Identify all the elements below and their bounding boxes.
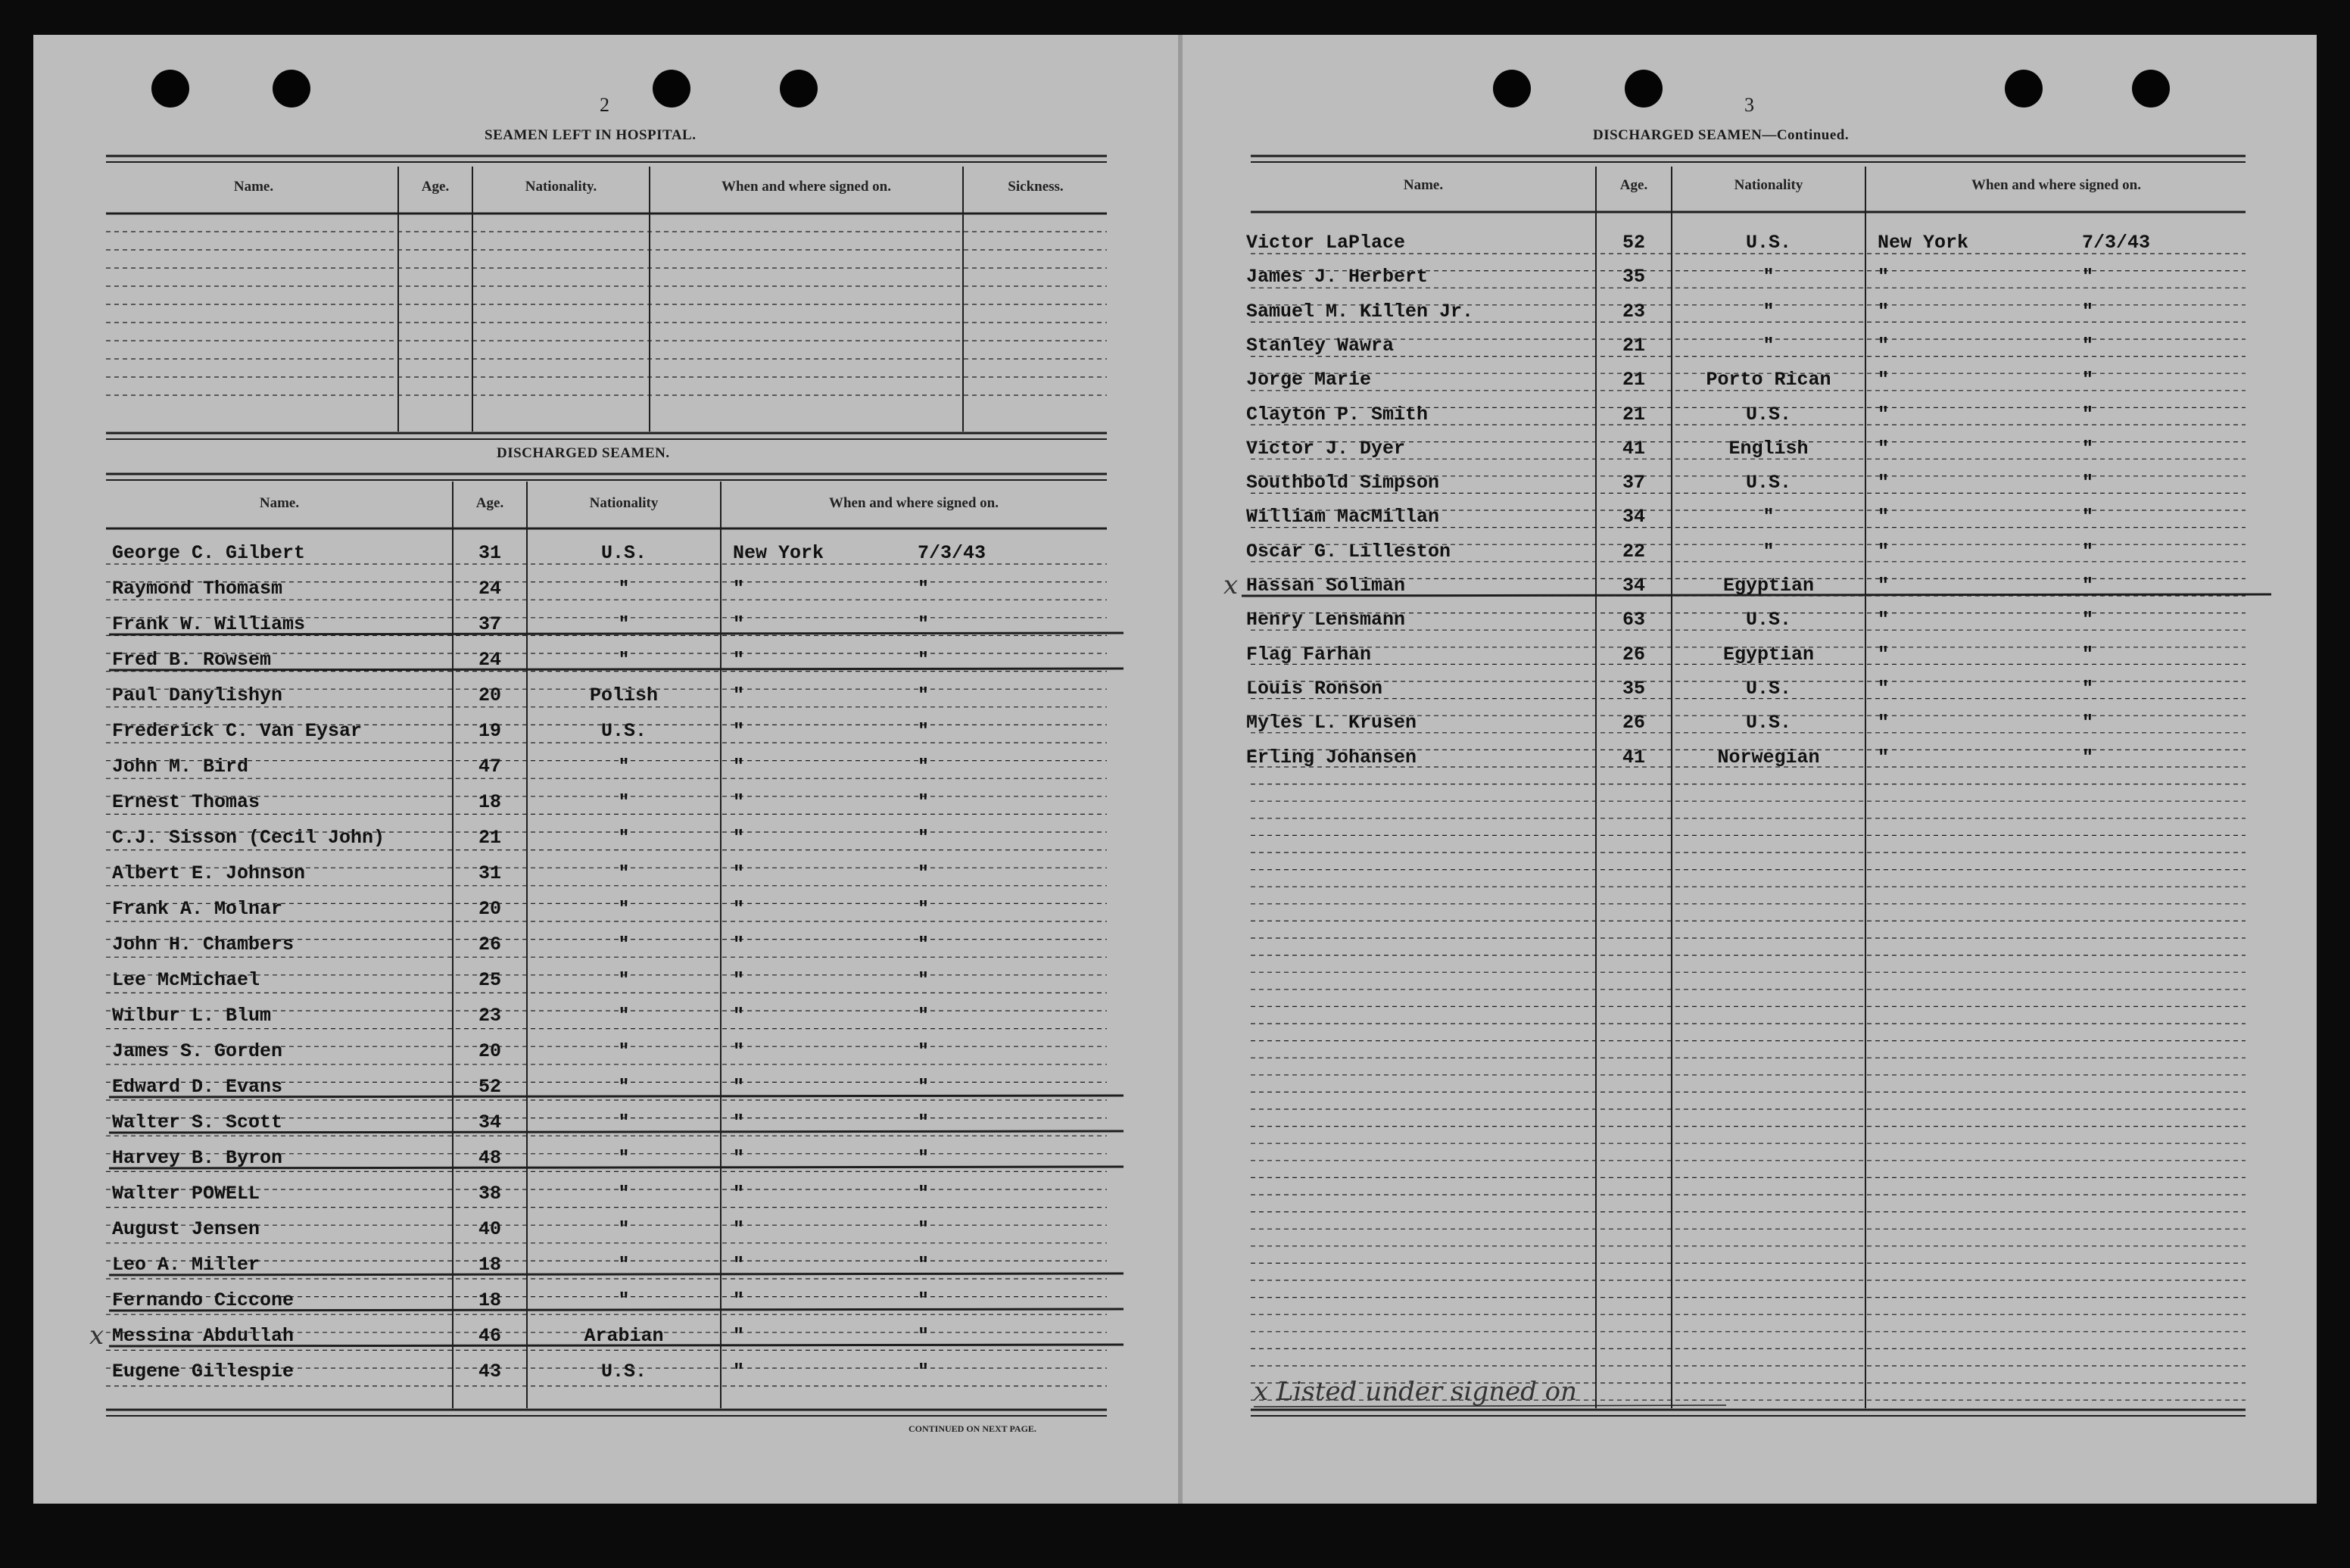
hospital-section-title: SEAMEN LEFT IN HOSPITAL. — [485, 127, 697, 143]
right-seaman-nationality: Norwegian — [1717, 746, 1820, 768]
left-seaman-name: Albert E. Johnson — [112, 862, 306, 884]
right-header-signed-on: When and where signed on. — [1971, 177, 2141, 193]
left-signed-date: 7/3/43 — [918, 542, 986, 564]
x-mark: x — [89, 1320, 104, 1351]
x-mark: x — [1223, 570, 1239, 600]
left-signed-place: " — [733, 649, 745, 671]
right-seaman-nationality: U.S. — [1745, 403, 1791, 426]
right-signed-place: " — [1878, 300, 1890, 323]
left-seaman-name: Eugene Gillespie — [112, 1361, 295, 1383]
left-signed-place: " — [733, 1289, 745, 1311]
right-signed-date: 7/3/43 — [2082, 232, 2151, 254]
left-seaman-nationality: " — [618, 1076, 630, 1098]
left-signed-date: " — [918, 1183, 930, 1205]
left-signed-place: " — [733, 684, 745, 706]
continued-section-title: DISCHARGED SEAMEN—Continued. — [1593, 127, 1850, 143]
hospital-header-name: Name. — [233, 179, 274, 195]
right-seaman-name: Henry Lensmann — [1246, 609, 1406, 631]
left-seaman-name: Ernest Thomas — [112, 791, 260, 813]
left-signed-place: " — [733, 1147, 745, 1169]
right-seaman-age: 23 — [1622, 300, 1645, 323]
right-seaman-nationality: U.S. — [1745, 232, 1791, 254]
left-signed-place: " — [733, 1005, 745, 1027]
right-signed-place: " — [1878, 437, 1890, 460]
right-signed-place: " — [1878, 266, 1890, 288]
left-seaman-name: Frank A. Molnar — [112, 898, 283, 920]
left-seaman-age: 23 — [478, 1005, 501, 1027]
left-signed-place: " — [733, 1040, 745, 1062]
left-signed-date: " — [918, 934, 930, 955]
left-signed-date: " — [918, 791, 930, 813]
left-seaman-nationality: " — [618, 1218, 630, 1240]
right-seaman-nationality: Egyptian — [1722, 643, 1815, 666]
left-seaman-nationality: U.S. — [600, 542, 647, 564]
left-seaman-age: 31 — [478, 542, 501, 564]
left-seaman-age: 48 — [478, 1147, 501, 1169]
right-seaman-nationality: U.S. — [1745, 472, 1791, 494]
left-seaman-age: 21 — [478, 827, 501, 849]
left-seaman-name: Paul Danylishyn — [112, 684, 283, 706]
discharged-header-age: Age. — [475, 495, 504, 511]
left-seaman-age: 46 — [478, 1325, 501, 1347]
right-seaman-age: 37 — [1622, 472, 1645, 494]
right-seaman-age: 21 — [1622, 334, 1645, 357]
left-seaman-nationality: " — [618, 1005, 630, 1027]
left-signed-date: " — [918, 1040, 930, 1062]
right-seaman-nationality: U.S. — [1745, 712, 1791, 734]
left-signed-place: " — [733, 791, 745, 813]
left-seaman-age: 19 — [478, 720, 501, 742]
right-signed-date: " — [2082, 540, 2094, 563]
left-seaman-nationality: " — [618, 1040, 630, 1062]
right-seaman-name: Victor LaPlace — [1246, 232, 1406, 254]
right-seaman-name: Jorge Marie — [1246, 369, 1372, 391]
left-seaman-name: Walter POWELL — [112, 1183, 260, 1205]
right-header-name: Name. — [1403, 177, 1444, 193]
left-seaman-name: Fred B. Rowsem — [112, 649, 272, 671]
right-signed-place: " — [1878, 472, 1890, 494]
left-signed-date: " — [918, 1218, 930, 1240]
left-seaman-name: John H. Chambers — [112, 934, 295, 955]
right-signed-date: " — [2082, 643, 2094, 666]
right-seaman-name: James J. Herbert — [1246, 266, 1429, 288]
left-seaman-name: Leo A. Miller — [112, 1254, 260, 1276]
left-signed-place: " — [733, 756, 745, 778]
left-signed-date: " — [918, 862, 930, 884]
left-signed-place: " — [733, 898, 745, 920]
left-seaman-nationality: " — [618, 756, 630, 778]
right-signed-date: " — [2082, 300, 2094, 323]
right-signed-place: " — [1878, 609, 1890, 631]
right-signed-place: " — [1878, 677, 1890, 700]
left-seaman-name: C.J. Sisson (Cecil John) — [112, 827, 385, 849]
right-seaman-name: Louis Ronson — [1246, 677, 1383, 700]
right-seaman-nationality: " — [1762, 540, 1775, 563]
left-seaman-age: 52 — [478, 1076, 501, 1098]
discharged-header-nationality: Nationality — [589, 495, 659, 511]
left-seaman-nationality: Polish — [589, 684, 658, 706]
left-seaman-nationality: " — [618, 827, 630, 849]
left-seaman-name: Frank W. Williams — [112, 613, 306, 635]
left-signed-place: " — [733, 613, 745, 635]
left-seaman-age: 37 — [478, 613, 501, 635]
left-seaman-nationality: U.S. — [600, 720, 647, 742]
left-seaman-name: Wilbur L. Blum — [112, 1005, 272, 1027]
left-signed-date: " — [918, 1147, 930, 1169]
right-seaman-name: Erling Johansen — [1246, 746, 1417, 768]
left-seaman-age: 34 — [478, 1111, 501, 1133]
discharged-section-title: DISCHARGED SEAMEN. — [497, 445, 670, 461]
right-signed-date: " — [2082, 369, 2094, 391]
left-seaman-nationality: " — [618, 649, 630, 671]
left-seaman-nationality: " — [618, 969, 630, 991]
right-seaman-name: Hassan Soliman — [1246, 575, 1406, 597]
left-seaman-nationality: U.S. — [600, 1361, 647, 1383]
right-seaman-name: Samuel M. Killen Jr. — [1246, 300, 1474, 323]
left-seaman-name: August Jensen — [112, 1218, 260, 1240]
right-signed-place: " — [1878, 643, 1890, 666]
left-signed-place: " — [733, 827, 745, 849]
left-seaman-nationality: " — [618, 1147, 630, 1169]
right-seaman-age: 21 — [1622, 403, 1645, 426]
right-signed-place: " — [1878, 712, 1890, 734]
left-seaman-age: 40 — [478, 1218, 501, 1240]
left-seaman-nationality: " — [618, 1111, 630, 1133]
left-seaman-name: Edward D. Evans — [112, 1076, 283, 1098]
right-signed-place: New York — [1878, 232, 1969, 254]
left-seaman-age: 24 — [478, 578, 501, 600]
handwritten-note: x Listed under signed on — [1254, 1376, 1578, 1407]
left-signed-place: " — [733, 1325, 745, 1347]
left-seaman-nationality: " — [618, 791, 630, 813]
left-signed-place: " — [733, 720, 745, 742]
left-seaman-name: James S. Gorden — [112, 1040, 283, 1062]
right-seaman-age: 26 — [1622, 712, 1645, 734]
right-seaman-name: Southbold Simpson — [1246, 472, 1440, 494]
right-seaman-age: 21 — [1622, 369, 1645, 391]
left-seaman-age: 38 — [478, 1183, 501, 1205]
left-signed-date: " — [918, 969, 930, 991]
right-signed-date: " — [2082, 437, 2094, 460]
left-seaman-age: 18 — [478, 1289, 501, 1311]
right-seaman-name: Oscar G. Lilleston — [1246, 540, 1451, 563]
right-seaman-nationality: " — [1762, 334, 1775, 357]
right-signed-place: " — [1878, 506, 1890, 528]
left-seaman-age: 18 — [478, 1254, 501, 1276]
left-seaman-name: Walter S. Scott — [112, 1111, 283, 1133]
continued-footer: CONTINUED ON NEXT PAGE. — [909, 1423, 1036, 1434]
hospital-header-age: Age. — [421, 179, 450, 195]
left-signed-date: " — [918, 649, 930, 671]
left-signed-place: New York — [733, 542, 824, 564]
right-signed-place: " — [1878, 334, 1890, 357]
right-seaman-age: 41 — [1622, 437, 1645, 460]
right-signed-place: " — [1878, 575, 1890, 597]
right-signed-date: " — [2082, 472, 2094, 494]
right-signed-date: " — [2082, 506, 2094, 528]
left-seaman-nationality: " — [618, 613, 630, 635]
right-signed-place: " — [1878, 369, 1890, 391]
left-signed-date: " — [918, 756, 930, 778]
left-signed-date: " — [918, 1361, 930, 1383]
left-seaman-name: George C. Gilbert — [112, 542, 306, 564]
left-seaman-age: 20 — [478, 684, 501, 706]
left-signed-place: " — [733, 1254, 745, 1276]
right-seaman-nationality: English — [1728, 437, 1809, 460]
right-seaman-name: Clayton P. Smith — [1246, 403, 1429, 426]
right-seaman-name: Myles L. Krusen — [1246, 712, 1417, 734]
right-signed-date: " — [2082, 677, 2094, 700]
right-seaman-nationality: U.S. — [1745, 677, 1791, 700]
left-seaman-age: 18 — [478, 791, 501, 813]
left-seaman-age: 24 — [478, 649, 501, 671]
left-seaman-nationality: " — [618, 862, 630, 884]
left-seaman-age: 20 — [478, 898, 501, 920]
discharged-header-signed-on: When and where signed on. — [828, 495, 999, 511]
left-seaman-age: 20 — [478, 1040, 501, 1062]
right-signed-place: " — [1878, 746, 1890, 768]
right-seaman-nationality: " — [1762, 506, 1775, 528]
left-signed-place: " — [733, 1361, 745, 1383]
left-seaman-nationality: " — [618, 578, 630, 600]
right-signed-date: " — [2082, 712, 2094, 734]
left-signed-date: " — [918, 1254, 930, 1276]
right-seaman-name: Flag Farhan — [1246, 643, 1372, 666]
left-seaman-name: Lee McMichael — [112, 969, 260, 991]
left-seaman-age: 47 — [478, 756, 501, 778]
left-signed-date: " — [918, 1076, 930, 1098]
right-seaman-name: Stanley Wawra — [1246, 334, 1395, 357]
left-signed-date: " — [918, 720, 930, 742]
left-seaman-name: John M. Bird — [112, 756, 249, 778]
left-signed-date: " — [918, 1325, 930, 1347]
right-header-age: Age. — [1619, 177, 1648, 193]
left-seaman-nationality: " — [618, 1289, 630, 1311]
right-seaman-nationality: " — [1762, 300, 1775, 323]
hospital-header-signed-on: When and where signed on. — [721, 179, 891, 195]
right-signed-place: " — [1878, 403, 1890, 426]
left-signed-date: " — [918, 613, 930, 635]
hospital-header-nationality: Nationality. — [525, 179, 597, 195]
left-seaman-nationality: " — [618, 898, 630, 920]
left-seaman-nationality: " — [618, 1254, 630, 1276]
right-signed-date: " — [2082, 403, 2094, 426]
left-signed-date: " — [918, 827, 930, 849]
left-seaman-age: 31 — [478, 862, 501, 884]
left-signed-date: " — [918, 1289, 930, 1311]
right-seaman-nationality: " — [1762, 266, 1775, 288]
left-seaman-name: Raymond Thomasm — [112, 578, 283, 600]
right-header-nationality: Nationality — [1734, 177, 1803, 193]
left-signed-place: " — [733, 934, 745, 955]
left-signed-place: " — [733, 1218, 745, 1240]
right-seaman-age: 34 — [1622, 506, 1645, 528]
right-seaman-age: 26 — [1622, 643, 1645, 666]
left-seaman-name: Harvey B. Byron — [112, 1147, 283, 1169]
page-number: 2 — [600, 94, 609, 116]
left-signed-date: " — [918, 684, 930, 706]
left-seaman-nationality: " — [618, 934, 630, 955]
left-seaman-age: 26 — [478, 934, 501, 955]
right-seaman-nationality: Porto Rican — [1706, 369, 1831, 391]
right-signed-date: " — [2082, 334, 2094, 357]
right-seaman-age: 22 — [1622, 540, 1645, 563]
left-seaman-name: Messina Abdullah — [112, 1325, 295, 1347]
left-signed-date: " — [918, 1005, 930, 1027]
left-signed-place: " — [733, 578, 745, 600]
left-signed-place: " — [733, 1111, 745, 1133]
right-seaman-age: 63 — [1622, 609, 1645, 631]
left-seaman-age: 43 — [478, 1361, 501, 1383]
hospital-header-sickness: Sickness. — [1008, 179, 1064, 195]
right-seaman-name: William MacMillan — [1246, 506, 1440, 528]
left-signed-place: " — [733, 1076, 745, 1098]
left-seaman-nationality: " — [618, 1183, 630, 1205]
right-signed-date: " — [2082, 575, 2094, 597]
left-seaman-nationality: Arabian — [584, 1325, 664, 1347]
right-seaman-age: 35 — [1622, 677, 1645, 700]
right-seaman-age: 41 — [1622, 746, 1645, 768]
left-signed-place: " — [733, 862, 745, 884]
right-seaman-age: 52 — [1622, 232, 1645, 254]
left-seaman-name: Frederick C. Van Eysar — [112, 720, 363, 742]
right-signed-date: " — [2082, 266, 2094, 288]
left-signed-place: " — [733, 969, 745, 991]
right-seaman-age: 35 — [1622, 266, 1645, 288]
discharged-header-name: Name. — [259, 495, 300, 511]
left-seaman-name: Fernando Ciccone — [112, 1289, 295, 1311]
left-seaman-age: 25 — [478, 969, 501, 991]
page-number: 3 — [1744, 94, 1754, 116]
right-seaman-name: Victor J. Dyer — [1246, 437, 1406, 460]
right-seaman-nationality: U.S. — [1745, 609, 1791, 631]
right-signed-date: " — [2082, 746, 2094, 768]
left-signed-date: " — [918, 578, 930, 600]
right-signed-place: " — [1878, 540, 1890, 563]
right-seaman-nationality: Egyptian — [1722, 575, 1815, 597]
left-signed-place: " — [733, 1183, 745, 1205]
left-signed-date: " — [918, 1111, 930, 1133]
right-seaman-age: 34 — [1622, 575, 1645, 597]
left-signed-date: " — [918, 898, 930, 920]
right-signed-date: " — [2082, 609, 2094, 631]
